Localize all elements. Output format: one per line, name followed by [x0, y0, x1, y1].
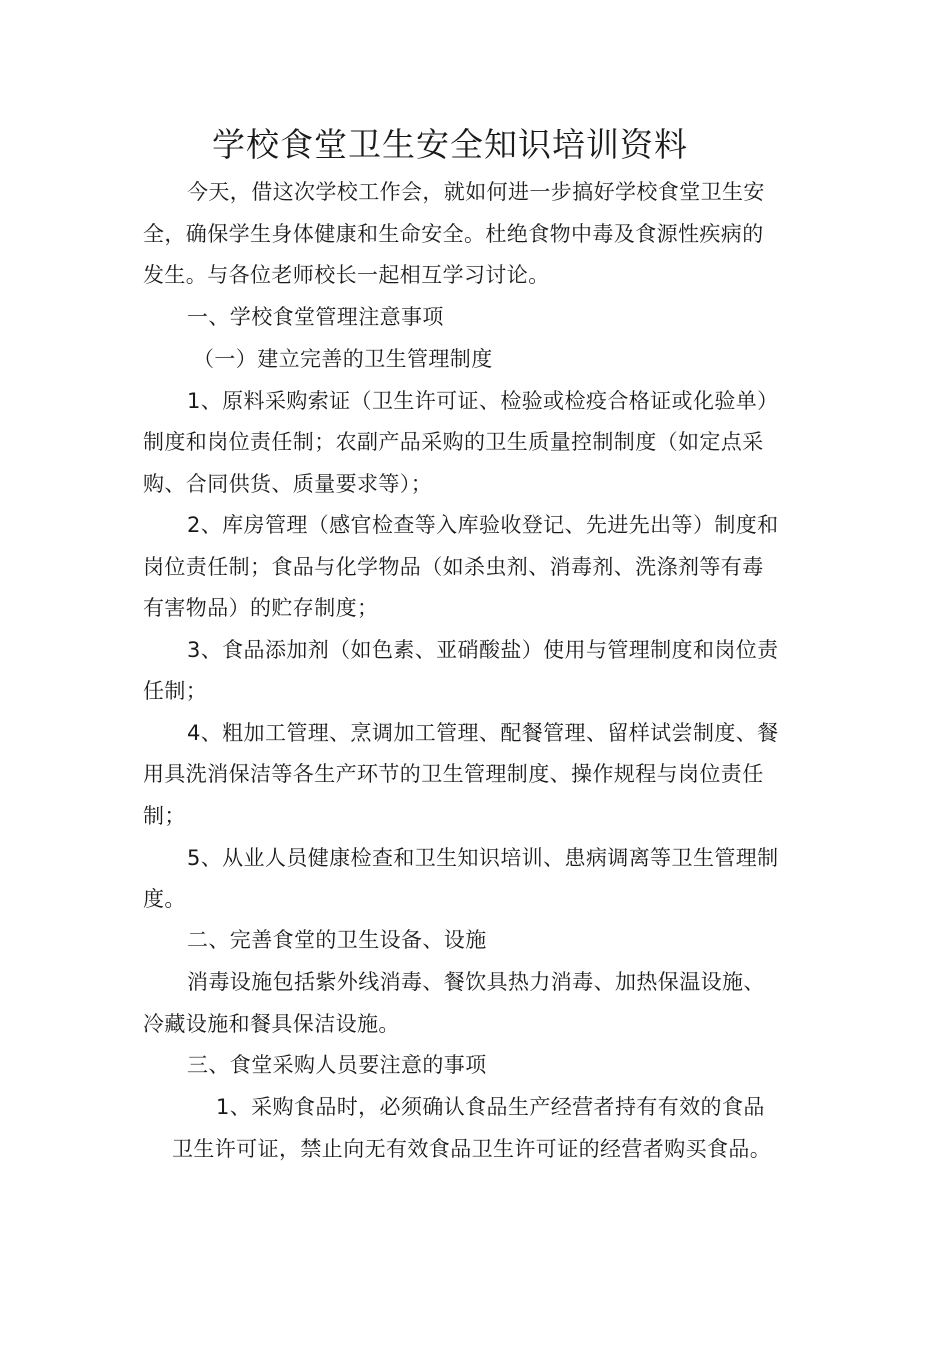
paragraph-line: 2、库房管理（感官检查等入库验收登记、先进先出等）制度和	[187, 513, 779, 537]
paragraph-line: 5、从业人员健康检查和卫生知识培训、患病调离等卫生管理制	[187, 846, 779, 870]
paragraph-line: 4、粗加工管理、烹调加工管理、配餐管理、留样试尝制度、餐	[187, 721, 779, 745]
paragraph-line: 冷藏设施和餐具保洁设施。	[143, 1012, 400, 1036]
paragraph-line: 制；	[143, 804, 186, 828]
paragraph-line: 用具洗消保洁等各生产环节的卫生管理制度、操作规程与岗位责任	[143, 762, 764, 786]
subsection-heading: （一）建立完善的卫生管理制度	[193, 347, 493, 371]
paragraph-line: 今天，借这次学校工作会，就如何进一步搞好学校食堂卫生安	[187, 180, 765, 204]
paragraph-line: 有害物品）的贮存制度；	[143, 596, 379, 620]
paragraph-line: 消毒设施包括紫外线消毒、餐饮具热力消毒、加热保温设施、	[187, 970, 765, 994]
section-heading: 一、学校食堂管理注意事项	[187, 305, 444, 329]
paragraph-line: 制度和岗位责任制；农副产品采购的卫生质量控制制度（如定点采	[143, 430, 764, 454]
paragraph-line: 发生。与各位老师校长一起相互学习讨论。	[143, 263, 550, 287]
section-heading: 三、食堂采购人员要注意的事项	[187, 1053, 487, 1077]
paragraph-line: 岗位责任制；食品与化学物品（如杀虫剂、消毒剂、洗涤剂等有毒	[143, 555, 764, 579]
paragraph-line: 3、食品添加剂（如色素、亚硝酸盐）使用与管理制度和岗位责	[187, 638, 779, 662]
paragraph-line: 1、原料采购索证（卫生许可证、检验或检疫合格证或化验单）	[187, 389, 779, 413]
paragraph-line: 购、合同供货、质量要求等）；	[143, 472, 433, 496]
paragraph-line: 任制；	[143, 679, 208, 703]
paragraph-line: 卫生许可证，禁止向无有效食品卫生许可证的经营者购买食品。	[172, 1137, 772, 1161]
paragraph-line: 全，确保学生身体健康和生命安全。杜绝食物中毒及食源性疾病的	[143, 222, 764, 246]
paragraph-line: 1、采购食品时，必须确认食品生产经营者持有有效的食品	[216, 1095, 765, 1119]
document-title: 学校食堂卫生安全知识培训资料	[212, 125, 688, 164]
paragraph-line: 度。	[143, 887, 186, 911]
section-heading: 二、完善食堂的卫生设备、设施	[187, 928, 487, 952]
